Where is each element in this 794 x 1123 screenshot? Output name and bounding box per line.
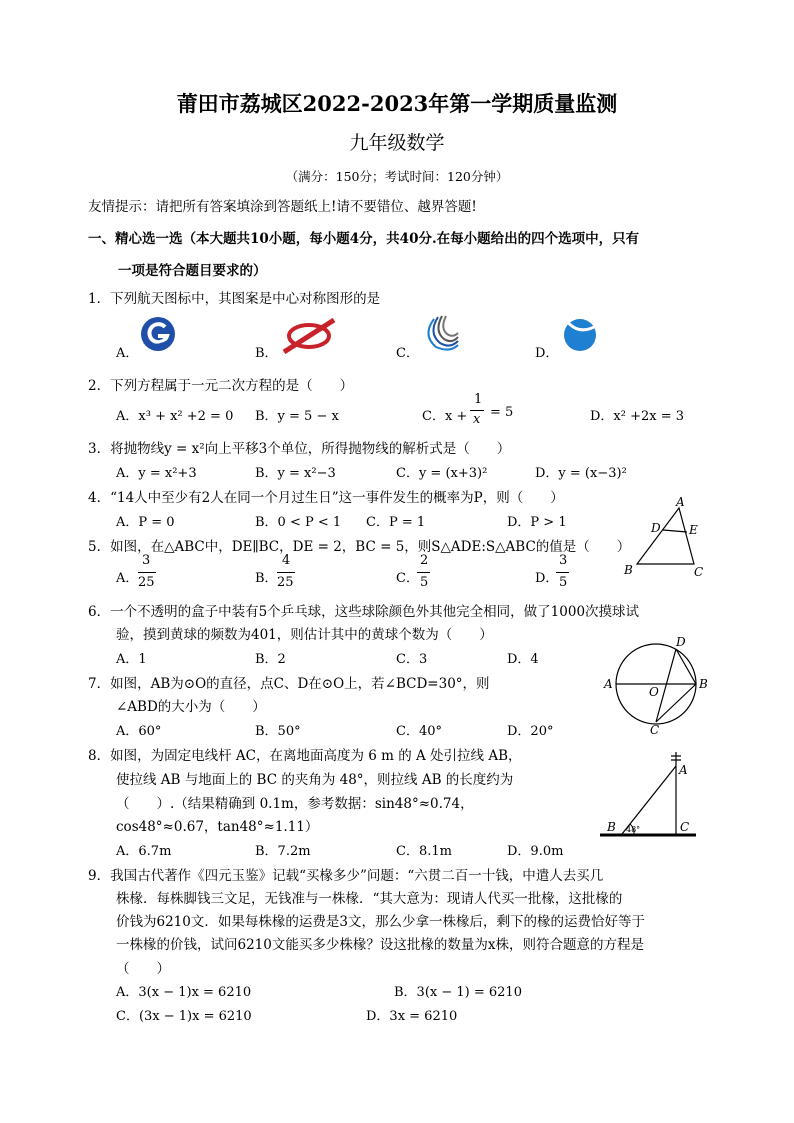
q8-pole-figure (596, 748, 700, 840)
q5-option-a-bar (138, 572, 156, 573)
q6-text-2: 验，摸到黄球的频数为401，则估计其中的黄球个数为（ ） (116, 627, 493, 643)
q4-option-c: C．P = 1 (366, 515, 426, 530)
q8-option-c: C．8.1m (396, 844, 452, 859)
q5-option-a-num: 3 (142, 553, 151, 568)
q9-text-2: 株椽．每株脚钱三文足，无钱准与一株椽．“其大意为：现请人代买一批椽，这批椽的 (116, 891, 623, 907)
q7-option-d: D．20° (507, 724, 554, 739)
q5-option-b-bar (277, 572, 295, 573)
q5-option-b: B． (255, 571, 278, 586)
q7-option-a: A．60° (116, 724, 162, 739)
q2-option-c: C．x + (422, 409, 468, 424)
q7-option-b: B．50° (255, 724, 301, 739)
q4-option-d: D．P > 1 (507, 515, 567, 530)
q5-triangle-figure (620, 496, 710, 580)
q1-option-b: B． (255, 346, 278, 361)
q9-text-4: 一株椽的价钱，试问6210文能买多少株椽？设这批椽的数量为x株，则符合题意的方程是 (116, 937, 644, 953)
q8-label-c: C (680, 820, 690, 834)
q5-option-d-den: 5 (559, 575, 568, 590)
q8-option-a: A．6.7m (116, 844, 172, 859)
q6-text-1: 6．一个不透明的盒子中装有5个乒乓球，这些球除颜色外其他完全相同，做了1000次摸球试 (88, 604, 640, 620)
q5-option-d-num: 3 (559, 553, 568, 568)
section1-heading: 一、精心选一选（本大题共10小题，每小题4分，共40分.在每小题给出的四个选项中，只有 (88, 231, 640, 247)
q4-option-b: B．0 < P < 1 (255, 515, 342, 530)
q8-option-b: B．7.2m (255, 844, 311, 859)
q9-option-b: B．3(x − 1) = 6210 (394, 985, 522, 1000)
q5-option-c-bar (417, 572, 430, 573)
q7-label-c: C (650, 723, 660, 736)
q5-text: 5．如图，在△ABC中，DE∥BC，DE = 2，BC = 5，则S△ADE:S△ABC的值是（ ） (88, 539, 631, 555)
section1-heading-2: 一项是符合题目要求的） (118, 263, 267, 279)
space-logo-b-icon (280, 318, 338, 354)
q7-text-1: 7．如图，AB为⊙O的直径，点C、D在⊙O上，若∠BCD=30°，则 (88, 676, 490, 692)
space-logo-a-icon (138, 314, 178, 354)
q6-option-b: B．2 (255, 652, 286, 667)
q5-option-b-den: 25 (277, 575, 294, 590)
q5-label-a: A (676, 496, 685, 509)
q7-label-d: D (676, 635, 686, 649)
q9-option-c: C．(3x − 1)x = 6210 (116, 1009, 252, 1024)
q4-text: 4．“14人中至少有2人在同一个月过生日”这一事件发生的概率为P，则（ ） (88, 490, 564, 506)
q5-label-e: E (689, 523, 698, 537)
q9-text-1: 9．我国古代著作《四元玉鉴》记载“买椽多少”问题：“六贯二百一十钱，中遣人去买几 (88, 868, 604, 884)
q9-option-a: A．3(x − 1)x = 6210 (116, 985, 252, 1000)
space-logo-c-icon (420, 313, 460, 353)
q9-option-d: D．3x = 6210 (366, 1009, 458, 1024)
q2-option-d: D．x² +2x = 3 (590, 409, 685, 424)
q2-option-c-den: x (473, 412, 481, 427)
q7-circle-figure (598, 634, 714, 736)
q6-option-c: C．3 (396, 652, 428, 667)
q5-option-c-num: 2 (420, 553, 429, 568)
q5-option-c: C． (396, 571, 419, 586)
q2-option-c-post: = 5 (490, 405, 514, 420)
q8-label-a: A (679, 763, 688, 777)
q8-text-3: （ ）.（结果精确到 0.1m，参考数据：sin48°≈0.74， (116, 796, 474, 812)
q7-label-a: A (604, 677, 613, 691)
exam-subtitle: 九年级数学 (349, 132, 445, 154)
q5-option-b-num: 4 (282, 553, 291, 568)
q2-fraction-bar (470, 410, 484, 411)
q4-option-a: A．P = 0 (116, 515, 175, 530)
q7-label-o: O (649, 685, 659, 699)
q5-option-c-den: 5 (420, 575, 429, 590)
q6-option-a: A．1 (116, 652, 147, 667)
q5-option-a: A． (116, 571, 139, 586)
q5-label-c: C (694, 565, 704, 579)
q5-option-d-bar (556, 572, 569, 573)
q3-option-a: A．y = x²+3 (116, 466, 197, 481)
q9-text-5: （ ） (116, 961, 170, 977)
exam-title: 莆田市荔城区2022-2023年第一学期质量监测 (176, 91, 618, 116)
q8-label-b: B (607, 820, 616, 834)
q3-option-c: C．y = (x+3)² (396, 466, 488, 481)
exam-tip: 友情提示：请把所有答案填涂到答题纸上!请不要错位、越界答题! (88, 199, 477, 215)
q1-option-c: C． (396, 346, 419, 361)
q1-option-a: A． (116, 346, 139, 361)
q5-label-b: B (624, 563, 633, 577)
q5-label-d: D (651, 521, 661, 535)
q3-option-b: B．y = x²−3 (255, 466, 336, 481)
q3-option-d: D．y = (x−3)² (535, 466, 627, 481)
q2-text: 2．下列方程属于一元二次方程的是（ ） (88, 378, 354, 394)
q8-label-angle: 48° (626, 825, 641, 834)
q8-option-d: D．9.0m (507, 844, 564, 859)
q5-option-a-den: 25 (138, 575, 155, 590)
exam-info: （满分：150分；考试时间：120分钟） (285, 169, 509, 184)
q2-option-a: A．x³ + x² +2 = 0 (116, 409, 234, 424)
q9-text-3: 价钱为6210文．如果每株椽的运费是3文，那么少拿一株椽后，剩下的椽的运费恰好等于 (116, 914, 645, 930)
q1-text: 1．下列航天图标中，其图案是中心对称图形的是 (88, 291, 381, 307)
q6-option-d: D．4 (507, 652, 539, 667)
q3-text: 3．将抛物线y = x²向上平移3个单位，所得抛物线的解析式是（ ） (88, 441, 511, 457)
space-logo-d-icon (560, 314, 600, 354)
q5-option-d: D． (535, 571, 559, 586)
q1-option-d: D． (535, 346, 559, 361)
q2-option-b: B．y = 5 − x (255, 409, 339, 424)
q7-text-2: ∠ABD的大小为（ ） (116, 699, 266, 715)
q8-text-1: 8．如图，为固定电线杆 AC，在离地面高度为 6 m 的 A 处引拉线 AB， (88, 748, 522, 764)
q2-option-c-num: 1 (474, 392, 483, 407)
q7-label-b: B (699, 677, 708, 691)
q8-text-2: 使拉线 AB 与地面上的 BC 的夹角为 48°，则拉线 AB 的长度约为 (116, 772, 514, 788)
q7-option-c: C．40° (396, 724, 442, 739)
q8-text-4: cos48°≈0.67，tan48°≈1.11） (116, 819, 319, 835)
